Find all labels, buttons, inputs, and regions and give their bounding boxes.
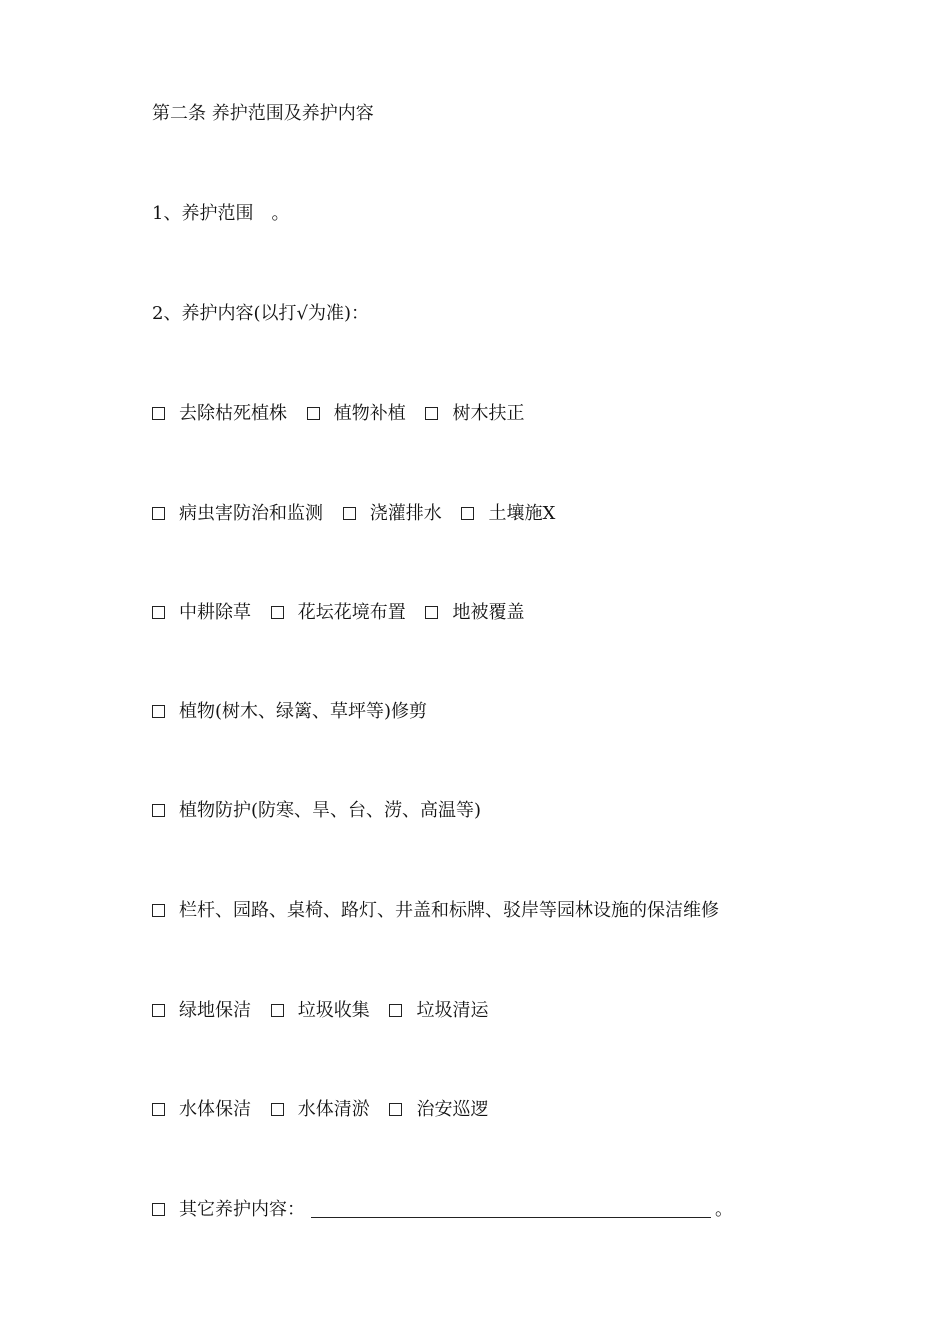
checklist-item[interactable] [152,999,251,1023]
checkbox-icon[interactable] [307,407,320,420]
checklist-item-label: 地被覆盖 [452,602,525,623]
checklist-row-4 [152,700,427,724]
content-heading: 2、养护内容(以打√为准)： [152,303,369,324]
checklist-item[interactable] [152,799,481,823]
checkbox-icon[interactable] [389,1004,402,1017]
checkbox-icon[interactable] [271,1103,284,1116]
checklist-item-label: 树木扶正 [452,403,525,424]
checkbox-icon[interactable] [152,407,165,420]
checklist-row-5 [152,799,481,823]
checkbox-icon[interactable] [271,606,284,619]
checklist-item[interactable] [152,1098,251,1122]
checklist-item-label: 浇灌排水 [369,503,442,524]
checklist-item-label: 治安巡逻 [416,1099,489,1120]
checklist-row-3 [152,601,524,625]
checkbox-icon[interactable] [343,507,356,520]
scope-end: 。 [271,203,290,224]
checkbox-icon[interactable] [425,407,438,420]
checklist-item[interactable] [152,402,287,426]
checklist-item-label: 植物(树木、绿篱、草坪等)修剪 [179,701,428,722]
checklist-item[interactable] [152,601,251,625]
checkbox-icon[interactable] [152,1203,165,1216]
checkbox-icon[interactable] [152,507,165,520]
checklist-item[interactable] [307,402,406,426]
checklist-row-7 [152,999,488,1023]
checklist-row-6 [152,899,719,923]
checklist-item[interactable] [425,601,524,625]
checklist-item[interactable] [389,1098,488,1122]
checklist-item-label: 去除枯死植株 [179,403,287,424]
checkbox-icon[interactable] [152,1004,165,1017]
section-title: 第二条 养护范围及养护内容 [152,103,374,124]
checklist-item[interactable] [425,402,524,426]
checkbox-icon[interactable] [152,804,165,817]
checkbox-icon[interactable] [461,507,474,520]
checklist-item-label: 水体保洁 [179,1099,251,1120]
checklist-item-label: 垃圾收集 [297,1000,370,1021]
checklist-row-8 [152,1098,488,1122]
checklist-item[interactable] [152,700,427,724]
checklist-item-label: 中耕除草 [179,602,251,623]
checklist-item-label: 土壤施X [488,503,556,524]
other-label: 其它养护内容： [179,1199,305,1220]
checklist-item[interactable] [152,502,323,526]
checkbox-icon[interactable] [152,606,165,619]
checklist-item[interactable] [271,999,370,1023]
checkbox-icon[interactable] [425,606,438,619]
checklist-item-label: 植物补植 [333,403,406,424]
other-end: 。 [715,1199,733,1220]
checklist-item[interactable] [389,999,488,1023]
scope-line [152,202,289,226]
checklist-item[interactable] [461,502,555,526]
checkbox-icon[interactable] [389,1103,402,1116]
checklist-item-label: 垃圾清运 [416,1000,489,1021]
checklist-row-2 [152,502,555,526]
checklist-item-label: 病虫害防治和监测 [179,503,323,524]
checklist-item-label: 绿地保洁 [179,1000,251,1021]
checklist-item-label: 栏杆、园路、桌椅、路灯、井盖和标牌、驳岸等园林设施的保洁维修 [179,900,719,921]
checklist-item-label: 花坛花境布置 [297,602,406,623]
checkbox-icon[interactable] [152,904,165,917]
checklist-item[interactable] [271,1098,370,1122]
checklist-row-1 [152,402,524,426]
checkbox-icon[interactable] [152,1103,165,1116]
scope-label: 1、养护范围 [152,203,254,224]
checklist-item-label: 水体清淤 [297,1099,370,1120]
checkbox-icon[interactable] [152,705,165,718]
checklist-row-other [152,1198,733,1222]
checklist-item[interactable] [343,502,442,526]
checkbox-icon[interactable] [271,1004,284,1017]
checklist-item[interactable] [152,899,719,923]
other-fill-in-blank[interactable] [311,1199,711,1218]
checklist-item-label: 植物防护(防寒、旱、台、涝、高温等) [179,800,482,821]
checklist-item[interactable] [271,601,406,625]
